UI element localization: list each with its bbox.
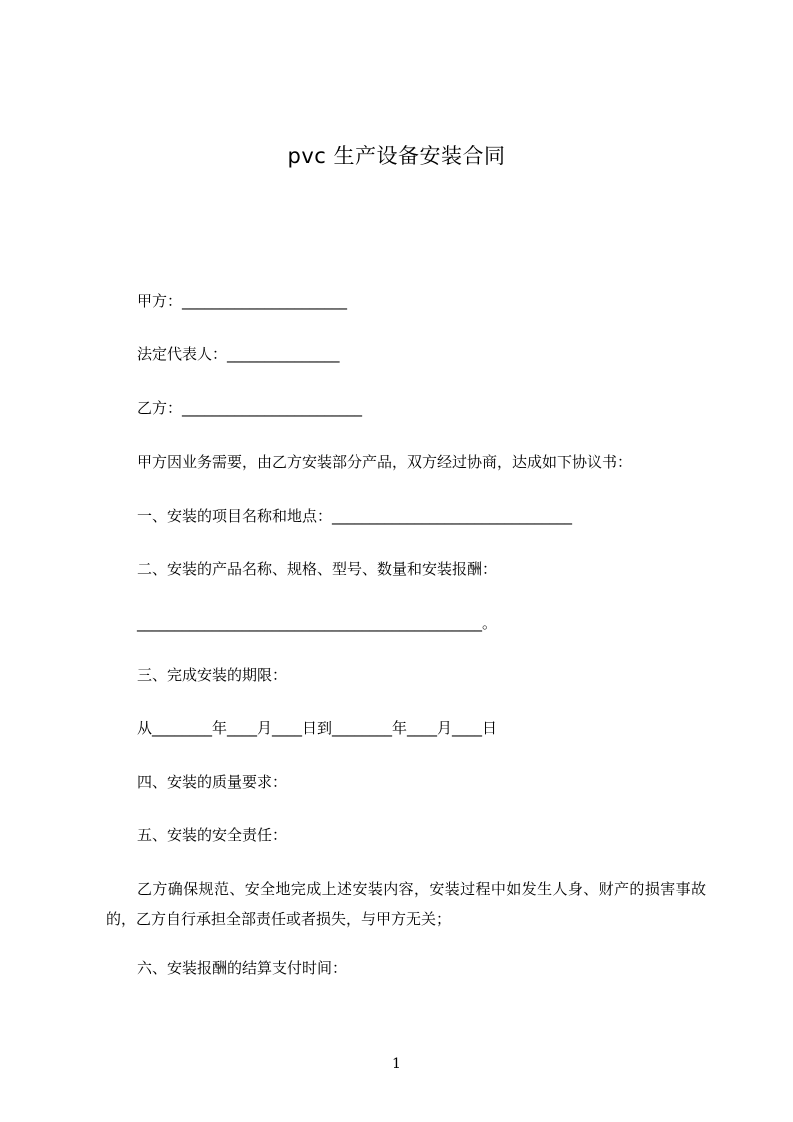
agreement-intro: 甲方因业务需要，由乙方安装部分产品，双方经过协商，达成如下协议书：	[137, 453, 633, 471]
clause-5-safety: 五、安装的安全责任：	[137, 826, 288, 844]
clause-3-date-range: 从________年____月____日到________年____月____日	[137, 719, 498, 737]
clause-5-paragraph: 乙方确保规范、安全地完成上述安装内容，安装过程中如发生人身、财产的损害事故的，乙方自行承担全部责任或者损失，与甲方无关；	[106, 880, 706, 928]
clause-3-deadline: 三、完成安装的期限：	[137, 666, 288, 684]
party-a-line: 甲方：______________________	[137, 292, 348, 310]
clause-6-payment-time: 六、安装报酬的结算支付时间：	[137, 959, 348, 977]
clause-1-project-name: 一、安装的项目名称和地点：________________________________	[137, 507, 573, 525]
clause-4-quality: 四、安装的质量要求：	[137, 773, 288, 791]
clause-2-product-info: 二、安装的产品名称、规格、型号、数量和安装报酬：	[137, 560, 498, 578]
page-number: 1	[392, 1056, 401, 1072]
party-b-line: 乙方：________________________	[137, 399, 363, 417]
clause-2-blank-line: ______________________________________________。	[137, 614, 498, 632]
legal-representative-line: 法定代表人：_______________	[137, 345, 340, 363]
document-title: pvc 生产设备安装合同	[287, 144, 506, 168]
